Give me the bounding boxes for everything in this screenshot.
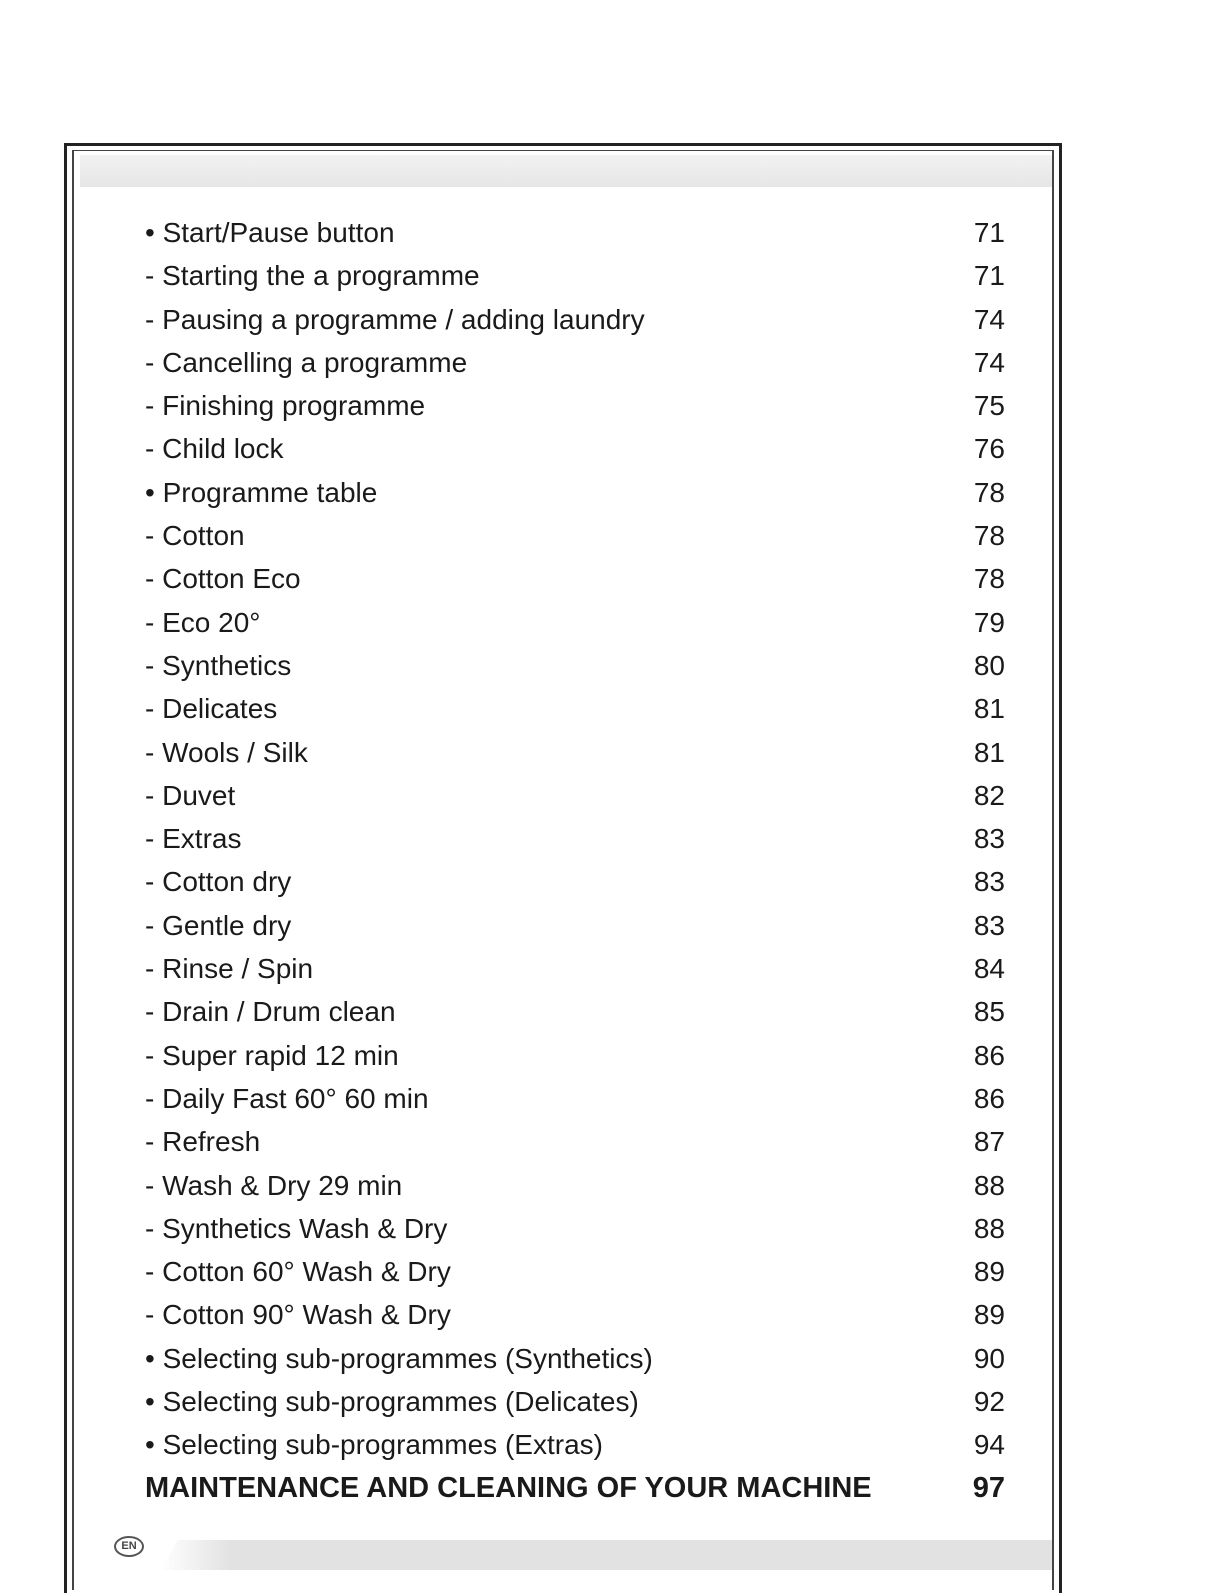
toc-entry-title (145, 860, 291, 903)
toc-entry[interactable] (145, 860, 1005, 903)
toc-entry-page: 83 (973, 866, 1005, 898)
toc-entry-marker: - (145, 433, 155, 465)
toc-entry-marker: - (145, 563, 155, 595)
table-of-contents (145, 211, 1005, 1510)
toc-entry-label: Programme table (162, 476, 378, 508)
toc-entry-page: 71 (973, 260, 1005, 292)
toc-entry-title (145, 514, 245, 557)
toc-entry-page: 79 (973, 606, 1005, 638)
toc-entry-page: 81 (973, 736, 1005, 768)
toc-entry-marker: • (145, 1429, 155, 1461)
toc-entry-marker: - (145, 736, 155, 768)
toc-entry[interactable] (145, 1077, 1005, 1120)
toc-entry-label: Duvet (162, 779, 236, 811)
toc-entry-page: 75 (973, 390, 1005, 422)
toc-entry-label: Selecting sub-programmes (Delicates) (162, 1386, 639, 1418)
toc-entry-title (145, 687, 277, 730)
toc-entry[interactable] (145, 990, 1005, 1033)
toc-entry-page: 83 (973, 823, 1005, 855)
toc-entry-page: 76 (973, 433, 1005, 465)
toc-entry[interactable] (145, 1120, 1005, 1163)
toc-entry[interactable] (145, 341, 1005, 384)
toc-entry-title (145, 254, 480, 297)
toc-entry[interactable] (145, 947, 1005, 990)
toc-entry-page: 84 (973, 953, 1005, 985)
toc-entry-title (145, 1380, 639, 1423)
toc-entry-marker: - (145, 779, 155, 811)
toc-entry-label: Child lock (162, 433, 284, 465)
toc-entry-page: 78 (973, 563, 1005, 595)
toc-entry-title (145, 341, 467, 384)
toc-entry-title (145, 990, 396, 1033)
toc-entry-page: 88 (973, 1212, 1005, 1244)
toc-entry[interactable] (145, 774, 1005, 817)
toc-entry-marker: - (145, 953, 155, 985)
toc-entry[interactable] (145, 1380, 1005, 1423)
toc-entry-title (145, 427, 284, 470)
toc-entry-page: 78 (973, 476, 1005, 508)
toc-entry-label: Starting the a programme (162, 260, 480, 292)
toc-entry-marker: - (145, 346, 155, 378)
toc-entry-title (145, 644, 291, 687)
toc-entry-label: Drain / Drum clean (162, 996, 396, 1028)
toc-entry-page: 80 (973, 649, 1005, 681)
toc-entry-page: 94 (973, 1429, 1005, 1461)
toc-entry-page: 89 (973, 1256, 1005, 1288)
toc-entry-marker: • (145, 476, 155, 508)
toc-entry[interactable] (145, 1337, 1005, 1380)
toc-entry-title (145, 1207, 447, 1250)
toc-section-heading[interactable] (145, 1467, 1005, 1510)
toc-entry-title (145, 557, 301, 600)
toc-entry-marker: - (145, 1212, 155, 1244)
toc-entry-marker: - (145, 909, 155, 941)
toc-entry-page: 88 (973, 1169, 1005, 1201)
toc-entry-page: 90 (973, 1342, 1005, 1374)
toc-entry-marker: - (145, 1126, 155, 1158)
language-badge: EN (114, 1536, 144, 1557)
toc-entry-title (145, 211, 395, 254)
toc-entry-page: 71 (973, 217, 1005, 248)
toc-entry-title (145, 601, 260, 644)
toc-entry-title (145, 774, 235, 817)
toc-section-page: 97 (972, 1471, 1005, 1504)
toc-entry-label: Cotton dry (162, 866, 292, 898)
toc-entry-title (145, 1250, 451, 1293)
toc-entry-page: 86 (973, 1082, 1005, 1114)
toc-entry-marker: - (145, 390, 155, 422)
toc-entry-label: Synthetics Wash & Dry (162, 1212, 448, 1244)
toc-entry-label: Cotton 60° Wash & Dry (162, 1256, 451, 1288)
toc-entry[interactable] (145, 601, 1005, 644)
toc-entry[interactable] (145, 1034, 1005, 1077)
toc-entry[interactable] (145, 1164, 1005, 1207)
toc-entry-label: Start/Pause button (162, 217, 395, 248)
toc-entry[interactable] (145, 687, 1005, 730)
toc-entry[interactable] (145, 1250, 1005, 1293)
toc-entry-title (145, 817, 241, 860)
toc-entry-marker: • (145, 1386, 155, 1418)
toc-entry-title (145, 1423, 603, 1466)
toc-entry-label: Rinse / Spin (162, 953, 314, 985)
toc-entry[interactable] (145, 817, 1005, 860)
toc-entry-label: Eco 20° (162, 606, 261, 638)
toc-entry-marker: - (145, 1039, 155, 1071)
toc-entry[interactable] (145, 1207, 1005, 1250)
toc-entry-label: Cotton Eco (162, 563, 301, 595)
toc-entry-marker: - (145, 866, 155, 898)
toc-entry-label: Wools / Silk (162, 736, 308, 768)
toc-entry-label: Daily Fast 60° 60 min (162, 1082, 429, 1114)
toc-entry-page: 89 (973, 1299, 1005, 1331)
toc-entry-label: Refresh (162, 1126, 261, 1158)
toc-entry-page: 83 (973, 909, 1005, 941)
toc-entry[interactable] (145, 514, 1005, 557)
toc-entry-title (145, 1034, 399, 1077)
toc-entry-title (145, 1164, 402, 1207)
toc-entry-marker: - (145, 1082, 155, 1114)
toc-section-title: MAINTENANCE AND CLEANING OF YOUR MACHINE (145, 1471, 872, 1504)
toc-entry-marker: • (145, 1342, 155, 1374)
toc-entry-label: Gentle dry (162, 909, 292, 941)
toc-entry-page: 92 (973, 1386, 1005, 1418)
toc-entry-page: 85 (973, 996, 1005, 1028)
toc-entry-page: 87 (973, 1126, 1005, 1158)
toc-entry-marker: - (145, 1299, 155, 1331)
toc-entry-label: Finishing programme (162, 390, 426, 422)
toc-entry-label: Selecting sub-programmes (Synthetics) (162, 1342, 653, 1374)
toc-entry-label: Synthetics (162, 649, 292, 681)
toc-entry[interactable] (145, 384, 1005, 427)
toc-entry-page: 74 (973, 303, 1005, 335)
toc-entry-label: Cotton (162, 520, 245, 552)
toc-entry[interactable] (145, 298, 1005, 341)
toc-entry-label: Super rapid 12 min (162, 1039, 399, 1071)
toc-entry-marker: - (145, 260, 155, 292)
toc-entry-marker: - (145, 303, 155, 335)
toc-entry-label: Extras (162, 823, 242, 855)
toc-entry-page: 82 (973, 779, 1005, 811)
toc-entry-marker: - (145, 823, 155, 855)
toc-entry-label: Pausing a programme / adding laundry (162, 303, 645, 335)
toc-entry-label: Selecting sub-programmes (Extras) (162, 1429, 603, 1461)
toc-entry[interactable] (145, 557, 1005, 600)
toc-entry-title (145, 298, 645, 341)
toc-entry-title (145, 1293, 451, 1336)
toc-entry-marker: - (145, 996, 155, 1028)
toc-entry-title (145, 384, 425, 427)
toc-entry-marker: - (145, 693, 155, 725)
toc-entry[interactable] (145, 644, 1005, 687)
toc-entry[interactable] (145, 471, 1005, 514)
toc-entry[interactable] (145, 904, 1005, 947)
toc-entry[interactable] (145, 427, 1005, 470)
toc-entry[interactable] (145, 211, 1005, 254)
toc-entry-label: Wash & Dry 29 min (162, 1169, 403, 1201)
toc-entry[interactable] (145, 1293, 1005, 1336)
toc-entry-marker: - (145, 1169, 155, 1201)
toc-entry-page: 78 (973, 520, 1005, 552)
toc-entry-page: 74 (973, 346, 1005, 378)
toc-entry-title (145, 731, 308, 774)
toc-entry-title (145, 471, 377, 514)
footer-band (160, 1540, 1052, 1570)
toc-entry-marker: • (145, 217, 155, 248)
toc-entry[interactable] (145, 254, 1005, 297)
toc-entry[interactable] (145, 1423, 1005, 1466)
toc-entry[interactable] (145, 731, 1005, 774)
toc-entry-title (145, 1120, 260, 1163)
toc-entry-marker: - (145, 1256, 155, 1288)
toc-entry-label: Delicates (162, 693, 278, 725)
toc-entry-title (145, 1337, 653, 1380)
toc-entry-marker: - (145, 606, 155, 638)
toc-entry-title (145, 1077, 429, 1120)
toc-entry-page: 81 (973, 693, 1005, 725)
toc-entry-title (145, 904, 291, 947)
toc-entry-label: Cotton 90° Wash & Dry (162, 1299, 451, 1331)
toc-entry-label: Cancelling a programme (162, 346, 468, 378)
toc-entry-title (145, 947, 313, 990)
toc-entry-marker: - (145, 520, 155, 552)
toc-entry-page: 86 (973, 1039, 1005, 1071)
toc-entry-marker: - (145, 649, 155, 681)
header-band (80, 155, 1052, 187)
